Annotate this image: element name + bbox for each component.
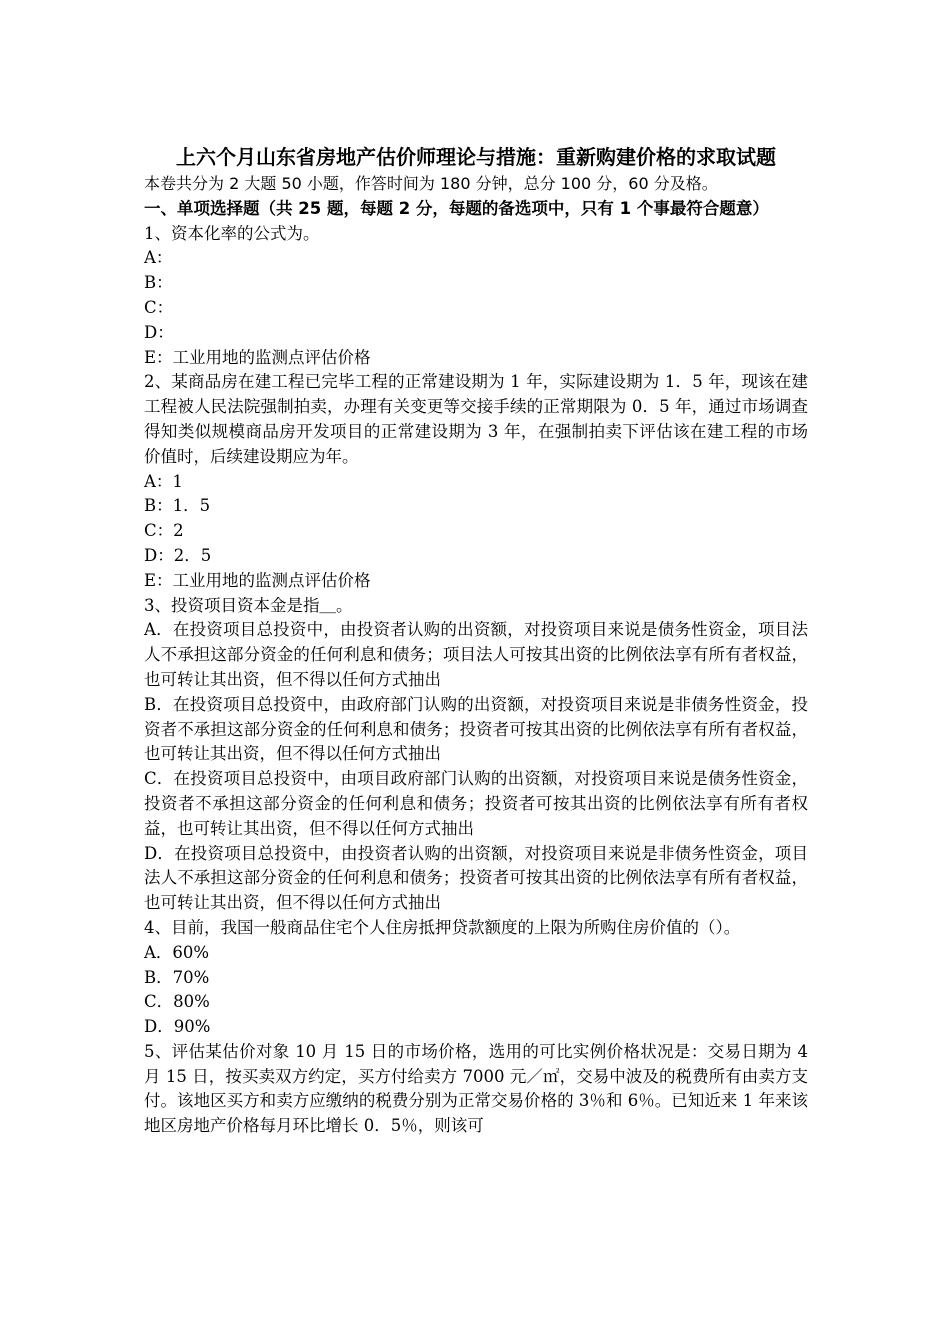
option-b: B．在投资项目总投资中，由政府部门认购的出资额，对投资项目来说是非债务性资金，投资者不承担这部分资金的任何利息和债务；投资者可按其出资的比例依法享有所有者权益，也可转让其出资，但不得以任何方式抽出	[144, 694, 808, 764]
option-c: C．80%	[144, 992, 210, 1012]
option-c: C．在投资项目总投资中，由项目政府部门认购的出资额，对投资项目来说是债务性资金，投资者不承担这部分资金的任何利息和债务；投资者可按其出资的比例依法享有所有者权益，也可转让其出资，但不得以任何方式抽出	[144, 769, 808, 838]
option-d: D．90%	[144, 1017, 211, 1037]
question-stem: 4、目前，我国一般商品住宅个人住房抵押贷款额度的上限为所购住房价值的（）。	[144, 917, 741, 937]
option-a: A．60%	[144, 942, 210, 962]
question-stem: 5、评估某估价对象 10 月 15 日的市场价格，选用的可比实例价格状况是：交易日期为 4 月 15 日，按买卖双方约定，买方付给卖方 7000 元／㎡，交易中波及的税费所有由卖方支付。该地区买方和卖方应缴纳的税费分别为正常交易价格的 3％和 6％。已知近来 1 年来该地区房地产价格每月环比增长 0．5％，则该可	[144, 1041, 808, 1136]
option-c: C：	[144, 297, 174, 317]
question-4	[144, 916, 808, 1040]
option-b: B．70%	[144, 967, 210, 987]
option-d: D：	[144, 322, 174, 342]
option-c: C：2	[144, 521, 184, 541]
option-b: B：	[144, 273, 173, 293]
option-e: E：工业用地的监测点评估价格	[144, 570, 371, 590]
option-d: D．在投资项目总投资中，由投资者认购的出资额，对投资项目来说是非债务性资金，项目法人不承担这部分资金的任何利息和债务；投资者可按其出资的比例依法享有所有者权益，也可转让其出资，但不得以任何方式抽出	[144, 843, 808, 913]
question-2	[144, 370, 808, 593]
document-body	[144, 144, 808, 1139]
question-stem: 1、资本化率的公式为。	[144, 223, 320, 243]
option-e: E：工业用地的监测点评估价格	[144, 347, 371, 367]
question-1	[144, 222, 808, 371]
question-5	[144, 1040, 808, 1139]
option-a: A．在投资项目总投资中，由投资者认购的出资额，对投资项目来说是债务性资金，项目法人不承担这部分资金的任何利息和债务；项目法人可按其出资的比例依法享有所有者权益，也可转让其出资，但不得以任何方式抽出	[144, 620, 808, 689]
document-title: 上六个月山东省房地产估价师理论与措施：重新购建价格的求取试题	[176, 145, 776, 169]
option-d: D：2．5	[144, 545, 212, 565]
question-3	[144, 594, 808, 916]
option-a: A：1	[144, 471, 183, 491]
section-heading: 一、单项选择题（共 25 题，每题 2 分，每题的备选项中，只有 1 个事最符合题意）	[144, 198, 769, 218]
question-stem: 3、投资项目资本金是指＿。	[144, 595, 353, 615]
option-b: B：1．5	[144, 496, 211, 516]
exam-intro: 本卷共分为 2 大题 50 小题，作答时间为 180 分钟，总分 100 分，60 分及格。	[144, 174, 718, 193]
question-stem: 2、某商品房在建工程已完毕工程的正常建设期为 1 年，实际建设期为 1．5 年，现该在建工程被人民法院强制拍卖，办理有关变更等交接手续的正常期限为 0．5 年，通过市场调查得知类似规模商品房开发项目的正常建设期为 3 年，在强制拍卖下评估该在建工程的市场价值时，后续建设期应为年。	[144, 372, 808, 466]
option-a: A：	[144, 248, 173, 268]
